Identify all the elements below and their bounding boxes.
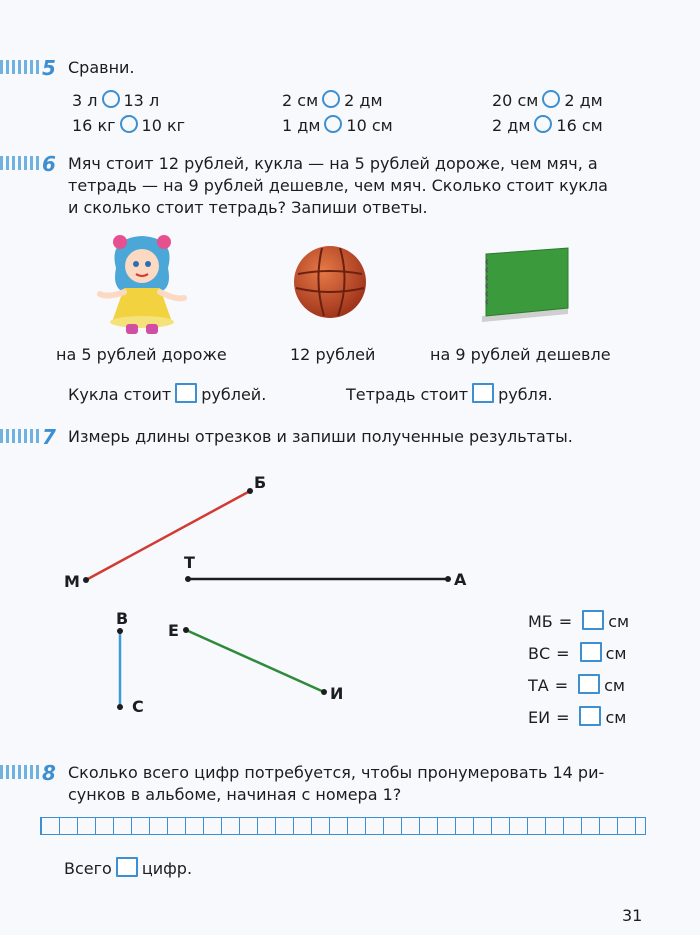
compare-circle[interactable] (322, 90, 340, 108)
ex5-number: 5 (42, 56, 56, 80)
segment-mb (86, 491, 250, 580)
measure-mb: МБ = см (528, 612, 630, 631)
ex6-line-1: Мяч стоит 12 рублей, кукла — на 5 рублей дороже, чем мяч, а (68, 154, 598, 173)
compare-left: 2 см (282, 91, 319, 110)
ex7-marker (0, 429, 42, 443)
point-i (321, 689, 327, 695)
ex8-number: 8 (42, 761, 56, 785)
doll-icon (96, 228, 188, 336)
measure-ta: ТА = см (528, 676, 625, 695)
answer-total-box[interactable] (116, 857, 138, 877)
ex5-compare-5 (282, 115, 393, 135)
answer-doll-box[interactable] (175, 383, 197, 403)
point-t (185, 576, 191, 582)
compare-right: 10 кг (141, 116, 186, 135)
point-c (117, 704, 123, 710)
measure-unit: см (608, 612, 630, 631)
compare-left: 1 дм (282, 116, 321, 135)
point-m (83, 577, 89, 583)
ex6-line-2: тетрадь — на 9 рублей дешевле, чем мяч. Сколько стоит кукла (68, 176, 608, 195)
compare-circle[interactable] (120, 115, 138, 133)
point-b (247, 488, 253, 494)
caption-ball: 12 рублей (290, 345, 376, 364)
compare-right: 13 л (123, 91, 160, 110)
ex5-compare-4 (72, 115, 185, 135)
compare-circle[interactable] (102, 90, 120, 108)
ex8-marker (0, 765, 42, 779)
compare-left: 20 см (492, 91, 539, 110)
label-i: И (330, 684, 344, 703)
measure-ei: ЕИ = см (528, 708, 627, 727)
ex5-compare-2 (282, 90, 383, 110)
ex7-title: Измерь длины отрезков и запиши полученные результаты. (68, 427, 573, 446)
label-c: С (132, 697, 144, 716)
answer-notebook (346, 383, 553, 405)
label-e: Е (168, 621, 179, 640)
measure-label: ТА (528, 676, 549, 695)
label-m: М (64, 572, 80, 591)
answer-total-label: Всего (64, 859, 112, 878)
page-number: 31 (622, 906, 643, 925)
point-v (117, 628, 123, 634)
caption-doll: на 5 рублей дороже (56, 345, 227, 364)
measure-box[interactable] (579, 706, 601, 726)
answer-cell-strip[interactable] (40, 817, 646, 835)
ex5-title: Сравни. (68, 58, 135, 77)
label-b: Б (254, 473, 267, 492)
compare-left: 3 л (72, 91, 98, 110)
ex7-number: 7 (42, 425, 56, 449)
ex6-line-3: и сколько стоит тетрадь? Запиши ответы. (68, 198, 428, 217)
ex5-marker (0, 60, 42, 74)
point-a (445, 576, 451, 582)
measure-unit: см (604, 676, 625, 695)
ex5-compare-1 (72, 90, 159, 110)
measure-box[interactable] (578, 674, 600, 694)
point-e (183, 627, 189, 633)
answer-total-unit: цифр. (141, 859, 193, 878)
measure-label: ВС (528, 644, 551, 663)
measure-unit: см (605, 708, 627, 727)
answer-total (64, 857, 192, 879)
label-v: В (116, 609, 129, 628)
label-a: А (454, 570, 467, 589)
compare-right: 16 см (556, 116, 603, 135)
answer-notebook-unit: рубля. (498, 385, 553, 404)
measure-label: ЕИ (528, 708, 551, 727)
measure-unit: см (605, 644, 627, 663)
compare-circle[interactable] (324, 115, 342, 133)
compare-circle[interactable] (534, 115, 552, 133)
notebook-icon (476, 244, 576, 324)
answer-doll (68, 383, 266, 405)
answer-doll-label: Кукла стоит (68, 385, 172, 404)
caption-notebook: на 9 рублей дешевле (430, 345, 611, 364)
compare-left: 2 дм (492, 116, 531, 135)
answer-notebook-label: Тетрадь стоит (346, 385, 469, 404)
compare-right: 10 см (346, 116, 393, 135)
label-t: Т (184, 553, 195, 572)
answer-doll-unit: рублей. (201, 385, 267, 404)
measure-vc: ВС = см (528, 644, 627, 663)
segment-ei (186, 630, 324, 692)
ex6-number: 6 (42, 152, 56, 176)
compare-right: 2 дм (564, 91, 603, 110)
compare-left: 16 кг (72, 116, 116, 135)
ex8-line-2: сунков в альбоме, начиная с номера 1? (68, 785, 402, 804)
compare-circle[interactable] (542, 90, 560, 108)
ball-icon (292, 244, 368, 320)
ex5-compare-3 (492, 90, 603, 110)
answer-notebook-box[interactable] (472, 383, 494, 403)
measure-box[interactable] (582, 610, 604, 630)
ex6-marker (0, 156, 42, 170)
compare-right: 2 дм (344, 91, 383, 110)
measure-box[interactable] (580, 642, 602, 662)
ex5-compare-6 (492, 115, 603, 135)
measure-label: МБ (528, 612, 553, 631)
ex8-line-1: Сколько всего цифр потребуется, чтобы пронумеровать 14 ри- (68, 763, 605, 782)
